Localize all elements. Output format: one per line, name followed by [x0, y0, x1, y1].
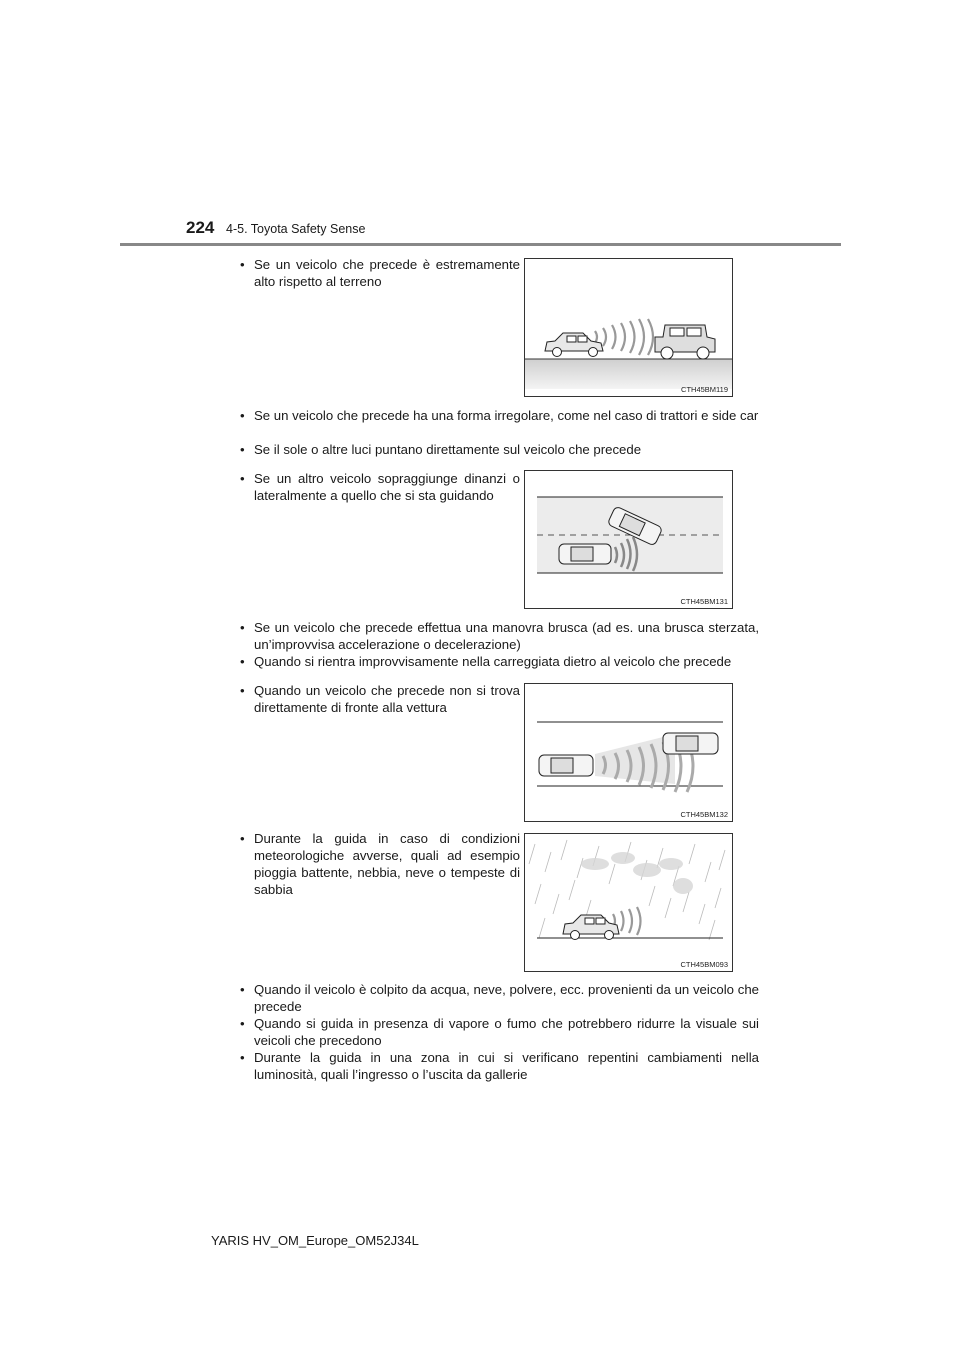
- list-item: • Se il sole o altre luci puntano direttamente sul veicolo che precede: [240, 441, 759, 458]
- car-in-rain-illustration: [525, 834, 732, 971]
- figure-tall-vehicle: [524, 258, 733, 397]
- document-id: YARIS HV_OM_Europe_OM52J34L: [211, 1233, 419, 1248]
- list-item: • Quando si rientra improvvisamente nella carreggiata dietro al veicolo che precede: [240, 653, 759, 670]
- car-cut-in-illustration: [525, 471, 732, 608]
- figure-cut-in: [524, 470, 733, 609]
- car-and-tall-suv-illustration: [525, 259, 732, 396]
- header-rule: [120, 243, 841, 246]
- list-item: • Se un veicolo che precede ha una forma irregolare, come nel caso di trattori e side car: [240, 407, 759, 424]
- figure-offset-vehicle: [524, 683, 733, 822]
- figure-code: CTH45BM093: [680, 960, 728, 969]
- list-item: • Durante la guida in caso di condizioni meteorologiche avverse, quali ad esempio pioggia battente, nebbia, neve o tempeste di sabbia: [240, 830, 520, 898]
- list-item: • Se un veicolo che precede effettua una manovra brusca (ad es. una brusca sterzata, un’improvvisa accelerazione o decelerazione): [240, 619, 759, 653]
- offset-vehicle-illustration: [525, 684, 732, 821]
- figure-code: CTH45BM132: [680, 810, 728, 819]
- list-item: • Quando si guida in presenza di vapore o fumo che potrebbero ridurre la visuale sui veicoli che precedono: [240, 1015, 759, 1049]
- list-item: • Quando un veicolo che precede non si trova direttamente di fronte alla vettura: [240, 682, 520, 716]
- list-item: • Quando il veicolo è colpito da acqua, neve, polvere, ecc. provenienti da un veicolo che precede: [240, 981, 759, 1015]
- list-item: • Se un altro veicolo sopraggiunge dinanzi o lateralmente a quello che si sta guidando: [240, 470, 520, 504]
- figure-bad-weather: [524, 833, 733, 972]
- section-title: 4-5. Toyota Safety Sense: [226, 222, 366, 236]
- figure-code: CTH45BM119: [681, 385, 728, 394]
- figure-code: CTH45BM131: [680, 597, 728, 606]
- list-item: • Durante la guida in una zona in cui si verificano repentini cambiamenti nella luminosità, quali l’ingresso o l’uscita da gallerie: [240, 1049, 759, 1083]
- page-number: 224: [186, 218, 215, 237]
- list-item: • Se un veicolo che precede è estremamente alto rispetto al terreno: [240, 256, 520, 290]
